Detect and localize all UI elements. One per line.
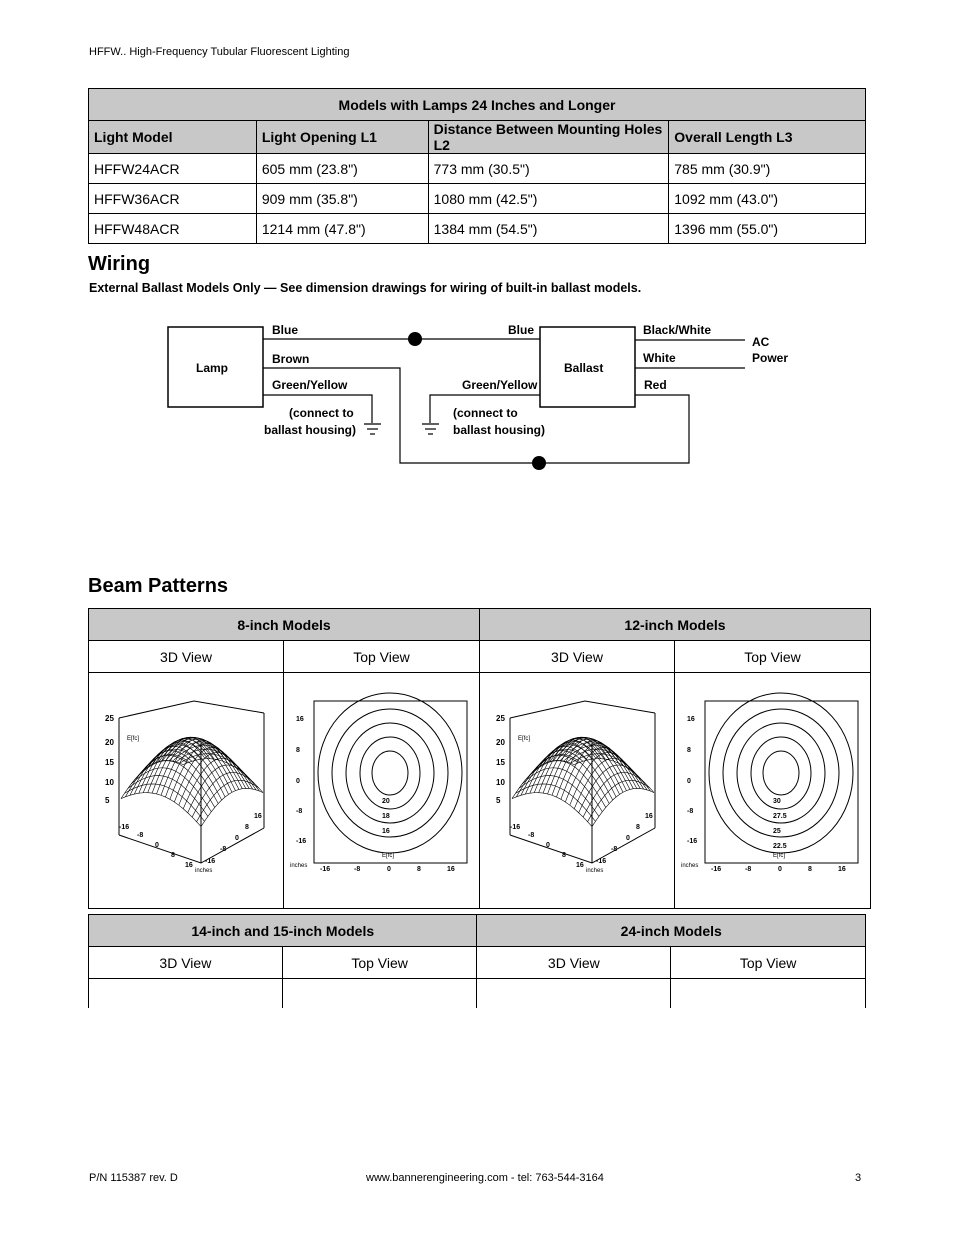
y-tick-label: 16 — [296, 716, 304, 723]
plot-frame — [705, 701, 858, 863]
ballast-label: Ballast — [564, 361, 604, 375]
mesh-line — [201, 788, 263, 826]
mesh-line — [564, 745, 644, 789]
y-tick-label: -16 — [596, 858, 607, 865]
contour-line — [751, 737, 811, 809]
z-tick-label: 10 — [496, 778, 505, 787]
inches-label: inches — [290, 863, 308, 869]
y-tick-label: -8 — [296, 808, 303, 815]
group-header-24in: 24-inch Models — [477, 915, 866, 947]
table-row — [89, 154, 866, 184]
ground-note: ballast housing) — [264, 423, 357, 437]
contour-line — [346, 723, 434, 823]
table-cell: 1080 mm (42.5") — [428, 184, 669, 214]
efc-label: E[fc] — [382, 853, 395, 859]
beam-3d-plot-12in — [480, 673, 674, 903]
beam-heading: Beam Patterns — [88, 575, 229, 597]
mesh-line — [574, 759, 654, 793]
z-tick-label: 15 — [496, 758, 505, 767]
column-header: Light Model — [89, 121, 257, 154]
contour-label: 30 — [773, 798, 781, 805]
y-tick-label: 0 — [626, 835, 630, 842]
inches-label: inches — [586, 868, 604, 874]
contour-line — [332, 709, 448, 837]
x-tick-label: 0 — [546, 842, 550, 849]
y-tick-label: 8 — [245, 824, 249, 831]
y-tick-label: -8 — [220, 846, 227, 853]
z-tick-label: 15 — [105, 758, 114, 767]
contour-line — [360, 737, 420, 809]
mesh-line — [592, 788, 654, 826]
mesh-line — [173, 745, 253, 789]
ac-power-label: AC — [752, 335, 770, 349]
y-tick-label: 16 — [687, 716, 695, 723]
y-tick-label: 0 — [296, 778, 300, 785]
contour-line — [372, 751, 408, 795]
contour-line — [709, 693, 853, 853]
inches-label: inches — [681, 863, 699, 869]
document-header: HFFW.. High-Frequency Tubular Fluorescent Lighting — [89, 46, 350, 58]
x-tick-label: 16 — [838, 866, 846, 873]
x-tick-label: 16 — [185, 862, 193, 869]
group-header-8in: 8-inch Models — [89, 609, 480, 641]
x-tick-label: 0 — [387, 866, 391, 873]
ground-note: (connect to — [453, 406, 518, 420]
contour-label: 20 — [382, 798, 390, 805]
table-cell: 1092 mm (43.0") — [669, 184, 866, 214]
x-tick-label: -8 — [745, 866, 752, 873]
models-table-title: Models with Lamps 24 Inches and Longer — [89, 89, 866, 121]
group-header-14-15in: 14-inch and 15-inch Models — [89, 915, 477, 947]
x-tick-label: -16 — [711, 866, 722, 873]
contour-label: 18 — [382, 813, 390, 820]
footer-page-number: 3 — [855, 1172, 862, 1184]
mesh-line — [197, 780, 259, 821]
x-tick-label: -16 — [510, 824, 521, 831]
y-tick-label: -8 — [687, 808, 694, 815]
y-tick-label: -16 — [205, 858, 216, 865]
models-table — [88, 88, 866, 244]
wire-label-red: Red — [644, 378, 667, 392]
z-tick-label: 20 — [496, 738, 505, 747]
z-tick-label: 20 — [105, 738, 114, 747]
view-label-top: Top View — [671, 947, 866, 979]
efc-label: E[fc] — [773, 853, 786, 859]
beam-top-plot-8in — [284, 673, 479, 903]
contour-line — [763, 751, 799, 795]
ground-symbol-icon — [422, 424, 439, 434]
mesh-line — [183, 759, 263, 793]
group-header-12in: 12-inch Models — [480, 609, 871, 641]
x-tick-label: -8 — [528, 832, 535, 839]
z-tick-label: 25 — [496, 714, 505, 723]
x-tick-label: -16 — [119, 824, 130, 831]
x-tick-label: 8 — [562, 852, 566, 859]
y-tick-label: 0 — [235, 835, 239, 842]
beam-table-2 — [88, 914, 866, 1008]
y-tick-label: 8 — [687, 747, 691, 754]
wire-label-blue: Blue — [272, 323, 299, 337]
table-cell: 1384 mm (54.5") — [428, 214, 669, 244]
table-cell: 605 mm (23.8") — [256, 154, 428, 184]
x-tick-label: 8 — [808, 866, 812, 873]
x-tick-label: 0 — [778, 866, 782, 873]
y-tick-label: 0 — [687, 778, 691, 785]
ac-power-label: Power — [752, 351, 789, 365]
y-tick-label: 8 — [296, 747, 300, 754]
contour-label: 16 — [382, 828, 390, 835]
wiring-diagram — [0, 310, 954, 480]
table-cell: HFFW24ACR — [89, 154, 257, 184]
wire-junction — [408, 332, 422, 346]
table-row — [89, 184, 866, 214]
view-label-top: Top View — [675, 641, 871, 673]
x-tick-label: 16 — [447, 866, 455, 873]
z-tick-label: 25 — [105, 714, 114, 723]
inches-label: inches — [195, 868, 213, 874]
y-tick-label: -16 — [296, 838, 307, 845]
table-cell: HFFW36ACR — [89, 184, 257, 214]
contour-label: 25 — [773, 828, 781, 835]
table-cell: 773 mm (30.5") — [428, 154, 669, 184]
plot-frame — [510, 701, 655, 718]
lamp-label: Lamp — [196, 361, 229, 375]
wire-label-blue: Blue — [508, 323, 535, 337]
view-label-3d: 3D View — [480, 641, 675, 673]
mesh-line — [588, 780, 650, 821]
x-tick-label: 16 — [576, 862, 584, 869]
x-tick-label: -8 — [354, 866, 361, 873]
wiring-heading: Wiring — [88, 253, 151, 275]
y-tick-label: 16 — [254, 813, 262, 820]
footer-contact: www.bannerengineering.com - tel: 763-544-3164 — [366, 1172, 604, 1184]
table-cell: 909 mm (35.8") — [256, 184, 428, 214]
wire-label-green-yellow: Green/Yellow — [272, 378, 348, 392]
x-tick-label: 8 — [171, 852, 175, 859]
beam-3d-plot-8in — [89, 673, 283, 903]
x-tick-label: 0 — [155, 842, 159, 849]
view-label-top: Top View — [284, 641, 480, 673]
wire-label-white: White — [643, 351, 676, 365]
x-tick-label: 8 — [417, 866, 421, 873]
contour-label: 27.5 — [773, 813, 787, 820]
y-tick-label: 16 — [645, 813, 653, 820]
z-tick-label: 5 — [496, 796, 501, 805]
table-cell: 1214 mm (47.8") — [256, 214, 428, 244]
plot-frame — [119, 701, 264, 718]
y-tick-label: -16 — [687, 838, 698, 845]
column-header: Distance Between Mounting Holes L2 — [428, 121, 669, 154]
z-tick-label: 5 — [105, 796, 110, 805]
x-tick-label: -8 — [137, 832, 144, 839]
x-tick-label: -16 — [320, 866, 331, 873]
ground-symbol-icon — [364, 424, 381, 434]
mesh-line — [543, 739, 623, 792]
wire-label-black-white: Black/White — [643, 323, 712, 337]
column-header: Overall Length L3 — [669, 121, 866, 154]
column-header: Light Opening L1 — [256, 121, 428, 154]
wiring-note: External Ballast Models Only — See dimension drawings for wiring of built-in ballast models. — [89, 281, 642, 295]
efc-label: E[fc] — [518, 736, 531, 742]
view-label-3d: 3D View — [89, 641, 284, 673]
plot-frame — [314, 701, 467, 863]
beam-top-plot-12in — [675, 673, 870, 903]
table-cell: 785 mm (30.9") — [669, 154, 866, 184]
wire-label-brown: Brown — [272, 352, 310, 366]
mesh-line — [152, 739, 232, 792]
wire-label-green-yellow: Green/Yellow — [462, 378, 538, 392]
view-label-3d: 3D View — [89, 947, 283, 979]
contour-line — [737, 723, 825, 823]
view-label-3d: 3D View — [477, 947, 671, 979]
z-tick-label: 10 — [105, 778, 114, 787]
surface-mesh — [121, 737, 263, 826]
efc-label: E[fc] — [127, 736, 140, 742]
table-cell: 1396 mm (55.0") — [669, 214, 866, 244]
table-cell: HFFW48ACR — [89, 214, 257, 244]
contour-line — [318, 693, 462, 853]
ground-note: (connect to — [289, 406, 354, 420]
footer-part-number: P/N 115387 rev. D — [89, 1172, 178, 1184]
ground-note: ballast housing) — [453, 423, 546, 437]
contour-label: 22.5 — [773, 843, 787, 850]
y-tick-label: 8 — [636, 824, 640, 831]
beam-table-1 — [88, 608, 871, 909]
surface-mesh — [512, 737, 654, 826]
view-label-top: Top View — [282, 947, 477, 979]
wire-junction — [532, 456, 546, 470]
table-row — [89, 214, 866, 244]
y-tick-label: -8 — [611, 846, 618, 853]
